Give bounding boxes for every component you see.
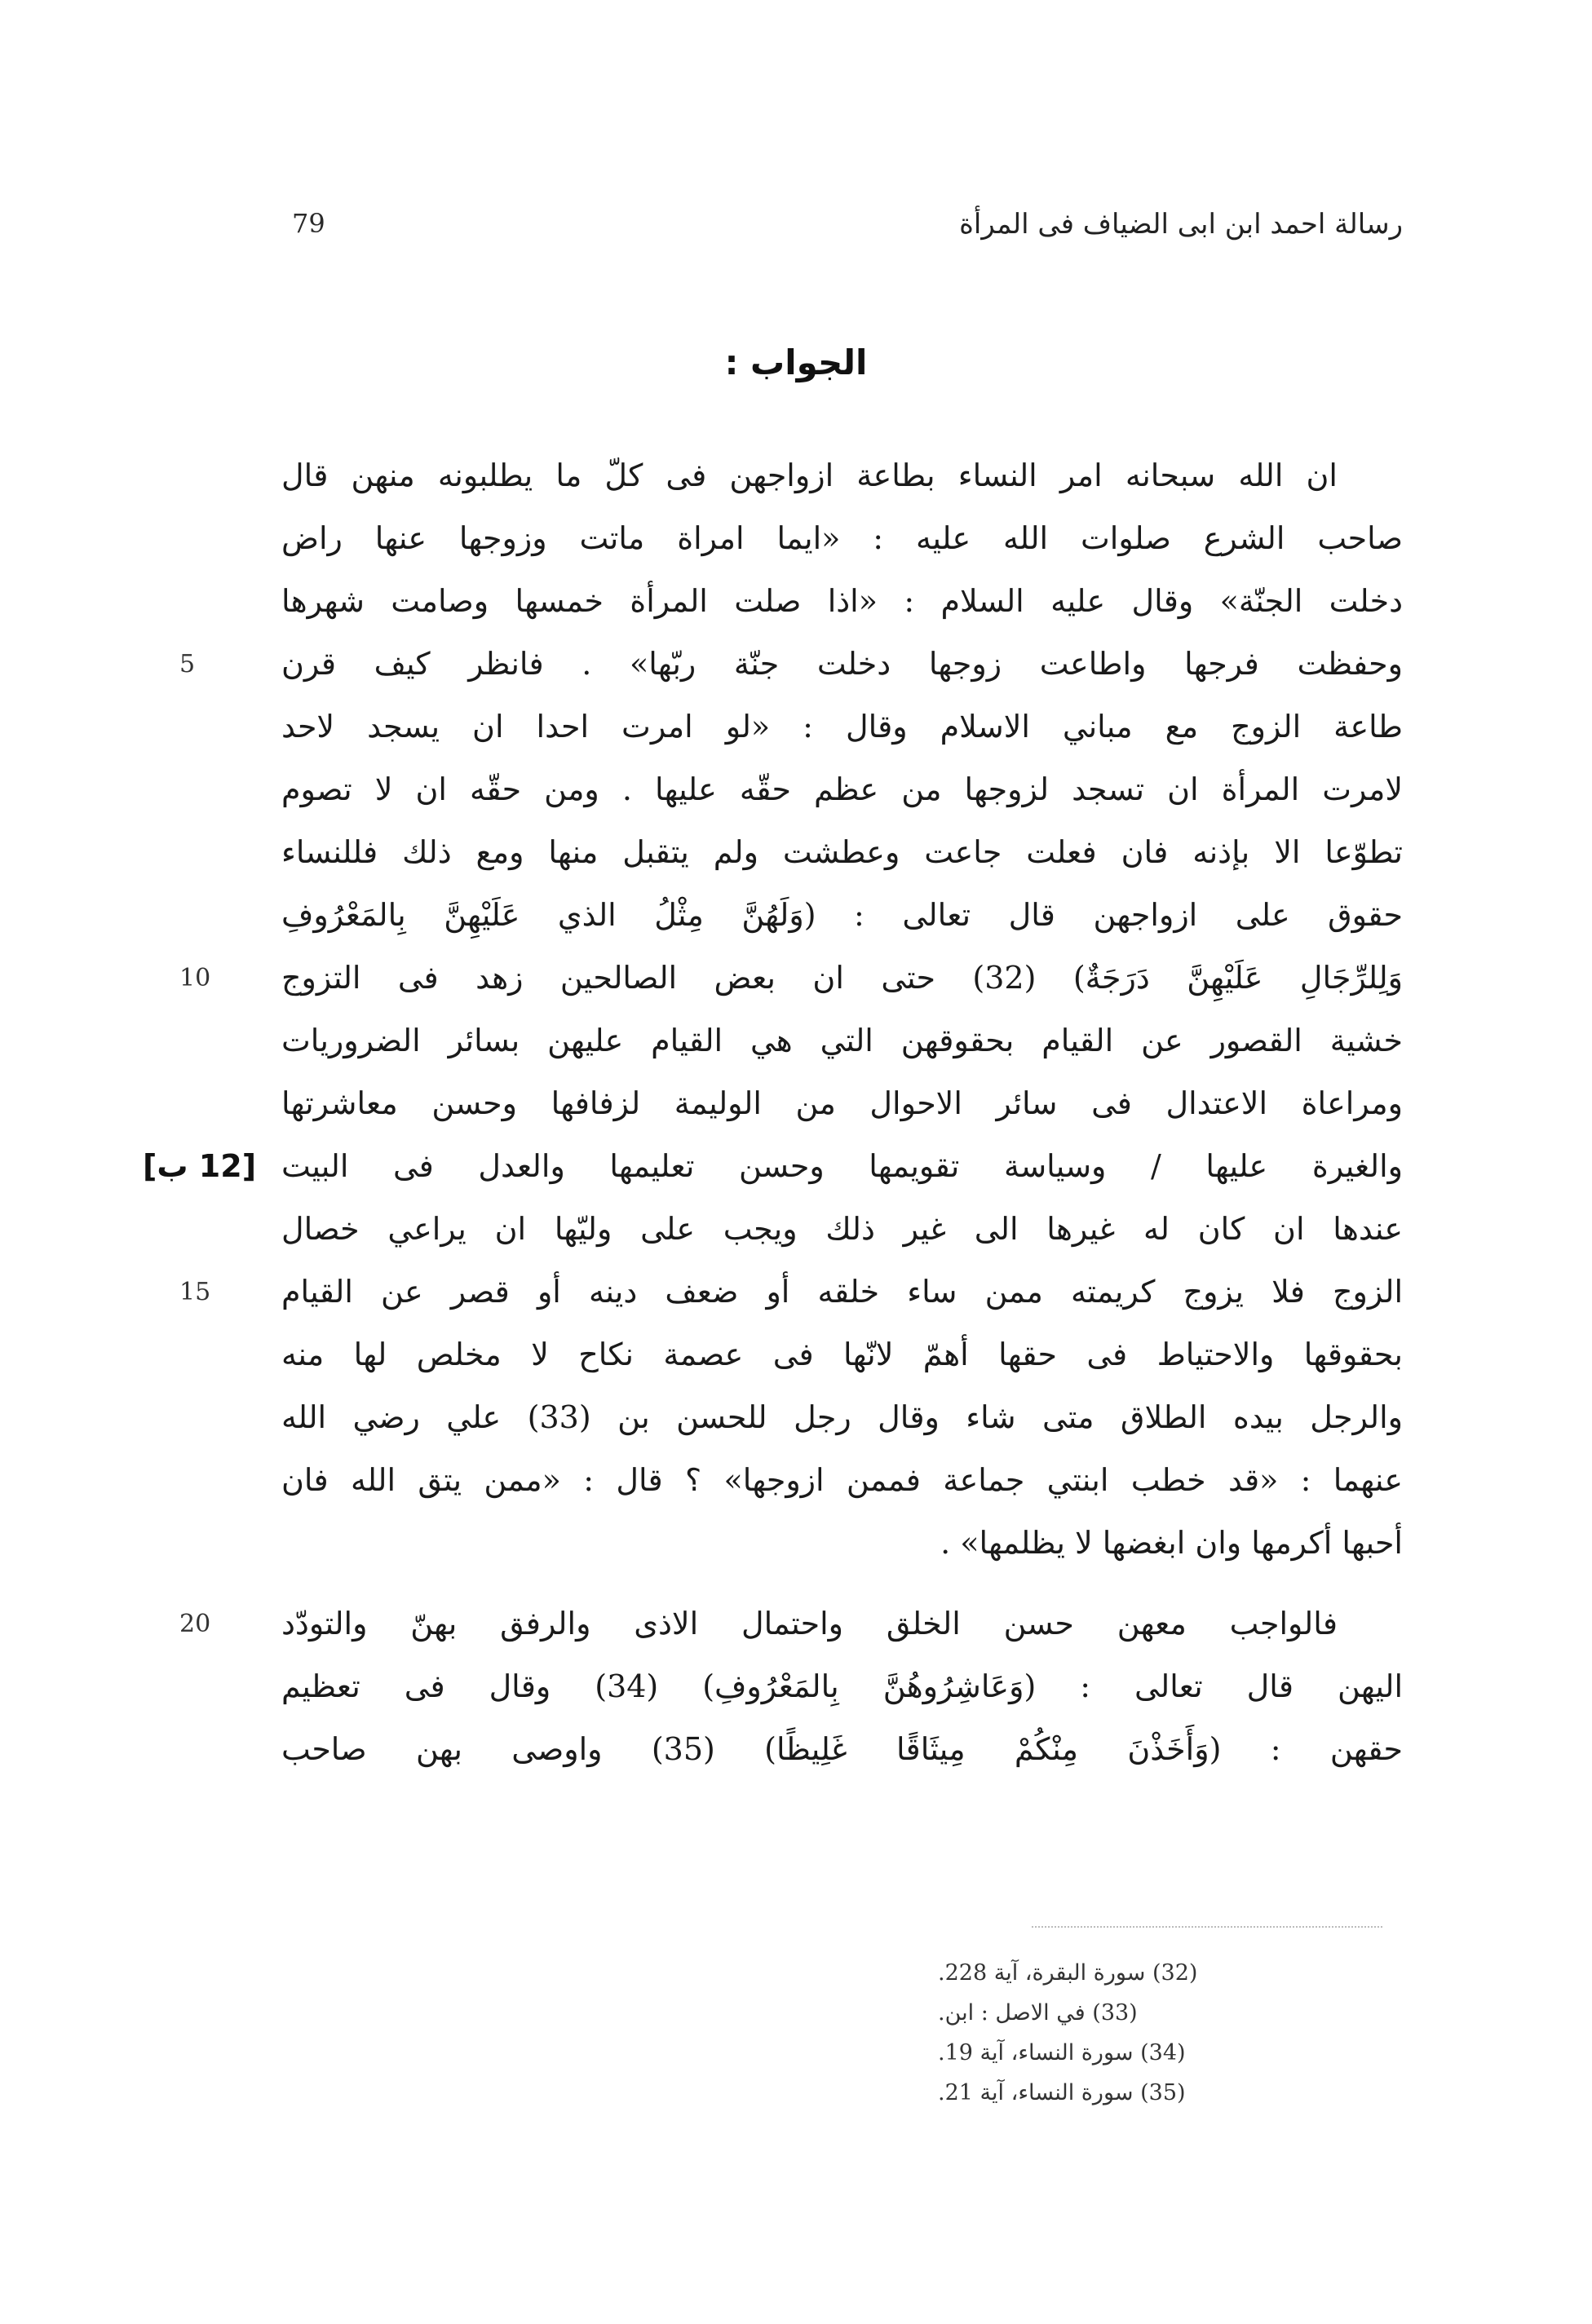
text-line [281, 570, 1403, 633]
line-number: 5 [179, 650, 196, 678]
text-line [281, 1655, 1403, 1718]
line-text: ومراعاة الاعتدال فى سائر الاحوال من الوليمة لزفافها وحسن معاشرتها [281, 1085, 1403, 1121]
footnote: (35) سورة النساء، آية 21. [938, 2080, 1186, 2105]
line-text: فالواجب معهن حسن الخلق واحتمال الاذى والرفق بهنّ والتودّد [281, 1606, 1338, 1641]
text-line [179, 947, 1404, 1010]
text-line [281, 821, 1403, 884]
line-text: تطوّعا الا بإذنه فان فعلت جاعت وعطشت ولم يتقبل منها ومع ذلك فللنساء [281, 834, 1403, 870]
page-number: 79 [292, 208, 325, 239]
line-text: وحفظت فرجها واطاعت زوجها دخلت جنّة ربّها» . فانظر كيف قرن [281, 646, 1403, 682]
text-line [281, 696, 1403, 758]
line-text: الزوج فلا يزوج كريمته ممن ساء خلقه أو ضعف دينه أو قصر عن القيام [281, 1274, 1403, 1310]
line-text: والغيرة عليها / وسياسة تقويمها وحسن تعليمها والعدل فى البيت [281, 1148, 1403, 1184]
text-line [179, 1593, 1403, 1655]
footnote-divider [1032, 1926, 1382, 1928]
line-text: دخلت الجنّة» وقال عليه السلام : «اذا صلت المرأة خمسها وصامت شهرها [281, 583, 1403, 619]
text-line [179, 1261, 1403, 1323]
text-line [281, 1718, 1403, 1781]
paragraph-gap [281, 1575, 1403, 1593]
line-text: لامرت المرأة ان تسجد لزوجها من عظم حقّه عليها . ومن حقّه ان لا تصوم [281, 771, 1403, 807]
line-text: طاعة الزوج مع مباني الاسلام وقال : «لو امرت احدا ان يسجد لاحد [281, 709, 1403, 744]
text-line [281, 444, 1403, 507]
line-number: 20 [179, 1610, 211, 1638]
text-line [281, 1512, 1403, 1575]
line-text: عنهما : «قد خطب ابنتي جماعة فممن ازوجها» ؟ قال : «ممن يتق الله فان [281, 1462, 1403, 1498]
text-line [281, 1010, 1403, 1072]
text-line [143, 1135, 1403, 1198]
footnote: (33) في الاصل : ابن. [938, 2000, 1138, 2026]
line-text: خشية القصور عن القيام بحقوقهن التي هي القيام عليهن بسائر الضروريات [281, 1023, 1403, 1058]
text-line [179, 633, 1403, 696]
line-text: اليهن قال تعالى : (وَعَاشِرُوهُنَّ بِالمَعْرُوفِ) (34) وقال فى تعظيم [281, 1668, 1403, 1704]
line-text: صاحب الشرع صلوات الله عليه : «ايما امراة ماتت وزوجها عنها راض [281, 520, 1403, 556]
line-text: وَلِلرِّجَالِ عَلَيْهِنَّ دَرَجَةٌ) (32) حتى ان بعض الصالحين زهد فى التزوج [281, 960, 1404, 996]
line-text: حقهن : (وَأَخَذْنَ مِنْكُمْ مِيثَاقًا غَلِيظًا) (35) واوصى بهن صاحب [281, 1731, 1403, 1767]
text-line [281, 758, 1403, 821]
text-line [281, 507, 1403, 570]
section-heading: الجواب : [724, 342, 868, 382]
line-text: والرجل بيده الطلاق متى شاء وقال رجل للحسن بن (33) علي رضي الله [281, 1399, 1403, 1435]
running-title: رسالة احمد ابن ابى الضياف فى المرأة [959, 208, 1403, 241]
folio-marker: [12 ب] [143, 1148, 257, 1184]
text-line [281, 1072, 1403, 1135]
line-number: 15 [179, 1278, 211, 1306]
line-text: ان الله سبحانه امر النساء بطاعة ازواجهن فى كلّ ما يطلبونه منهن قال [281, 457, 1338, 493]
footnote: (32) سورة البقرة، آية 228. [938, 1960, 1198, 1986]
line-text: حقوق على ازواجهن قال تعالى : (وَلَهُنَّ مِثْلُ الذي عَلَيْهِنَّ بِالمَعْرُوفِ [281, 897, 1403, 933]
running-head [277, 208, 1403, 265]
line-text: عندها ان كان له غيرها الى غير ذلك ويجب على وليّها ان يراعي خصال [281, 1211, 1403, 1247]
footnote: (34) سورة النساء، آية 19. [938, 2040, 1186, 2066]
text-line [281, 884, 1403, 947]
line-text: بحقوقها والاحتياط فى حقها أهمّ لانّها فى عصمة نكاح لا مخلص لها منه [281, 1337, 1403, 1372]
footnotes [938, 1953, 1382, 2113]
text-line [281, 1386, 1403, 1449]
text-line [281, 1323, 1403, 1386]
text-line [281, 1449, 1403, 1512]
line-number: 10 [179, 964, 211, 992]
text-line [281, 1198, 1403, 1261]
line-text: أحبها أكرمها وان ابغضها لا يظلمها» . [940, 1525, 1403, 1561]
body-text [143, 444, 1404, 1781]
